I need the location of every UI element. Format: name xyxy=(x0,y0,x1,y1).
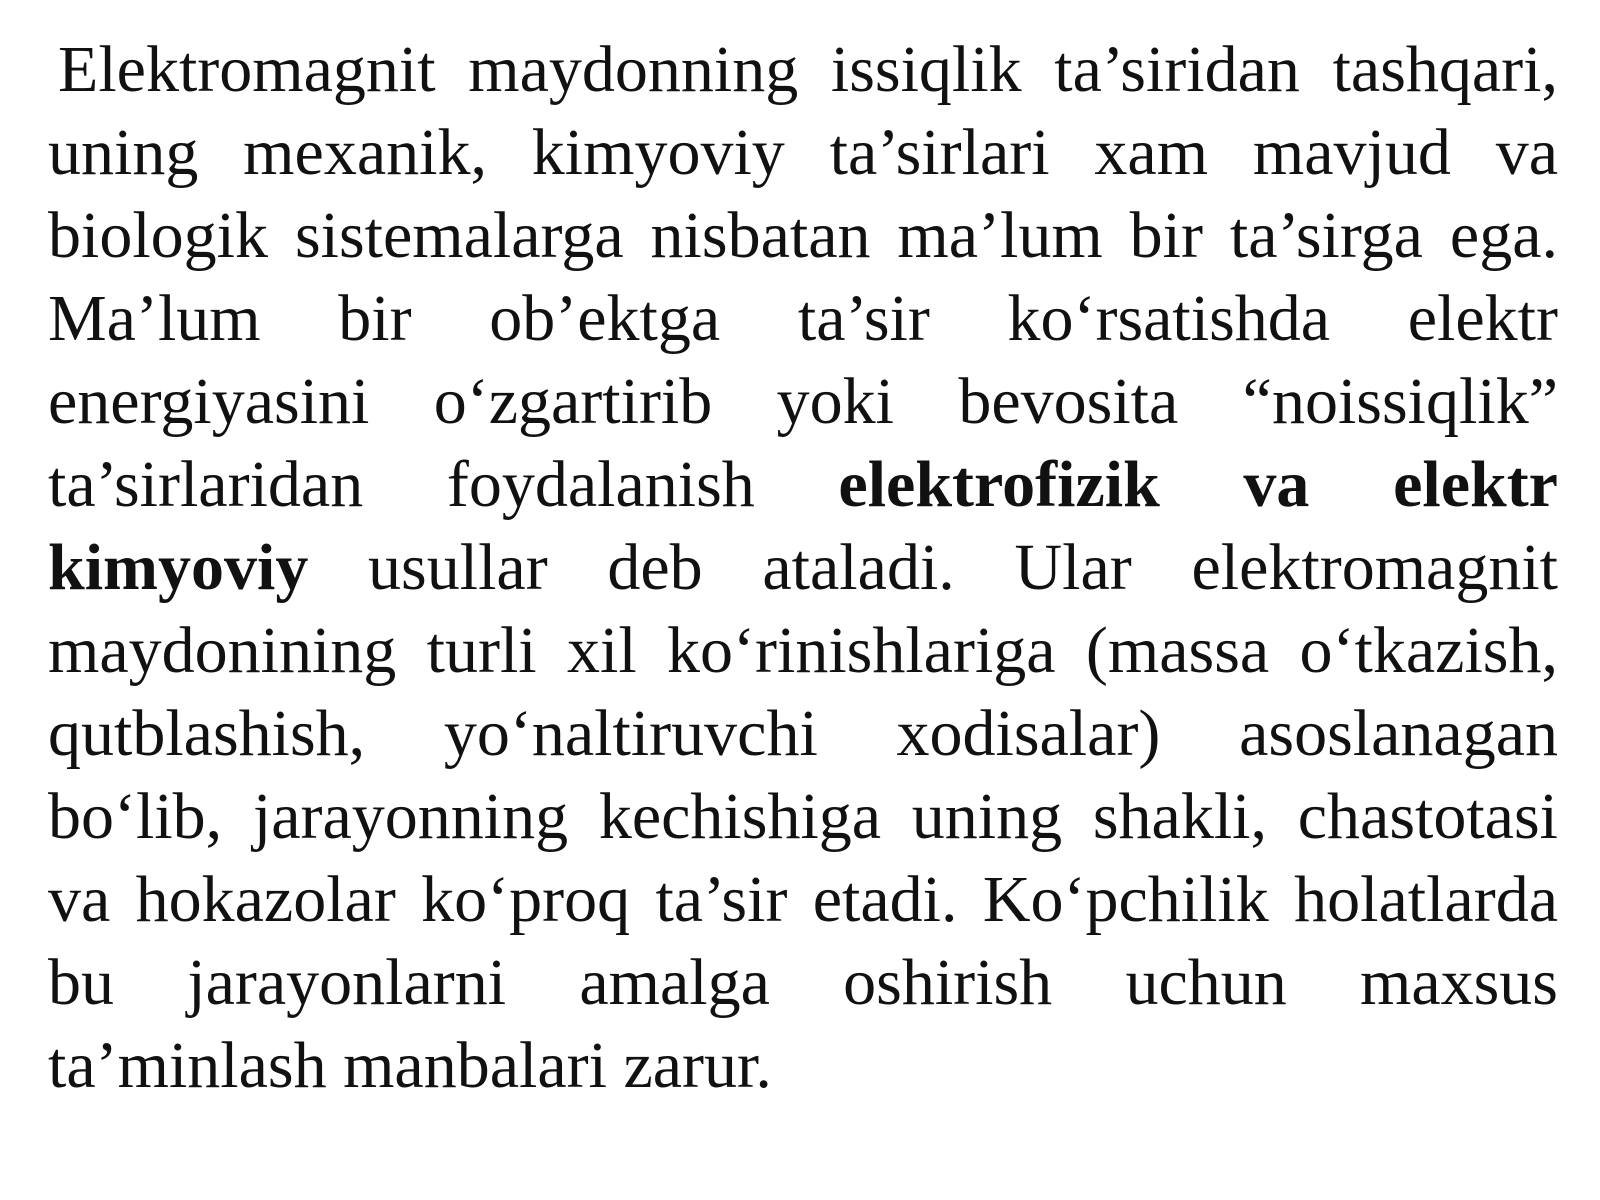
paragraph-text-end: usullar deb ataladi. Ular elektromagnit maydonining turli xil ko‘rinishlariga (massa o‘tkazish, qutblashish, yo‘naltiruvchi xodisalar) asoslanagan bo‘lib, jarayonning kechishiga uning shakli, chastotasi va hokazolar ko‘proq ta’sir etadi. Ko‘pchilik holatlarda bu jarayonlarni amalga oshirish uchun maxsus ta’minlash manbalari zarur. xyxy=(48,531,1558,1102)
body-paragraph xyxy=(48,28,1558,1107)
bold-term: elektrofizik va elektr kimyoviy xyxy=(48,448,1558,604)
paragraph-text-start: Elektromagnit maydonning issiqlik ta’siridan tashqari, uning mexanik, kimyoviy ta’sirlari xam mavjud va biologik sistemalarga nisbatan ma’lum bir ta’sirga ega. Ma’lum bir ob’ektga ta’sir ko‘rsatishda elektr energiyasini o‘zgartirib yoki bevosita “noissiqlik” ta’sirlaridan foydalanish xyxy=(48,33,1558,521)
